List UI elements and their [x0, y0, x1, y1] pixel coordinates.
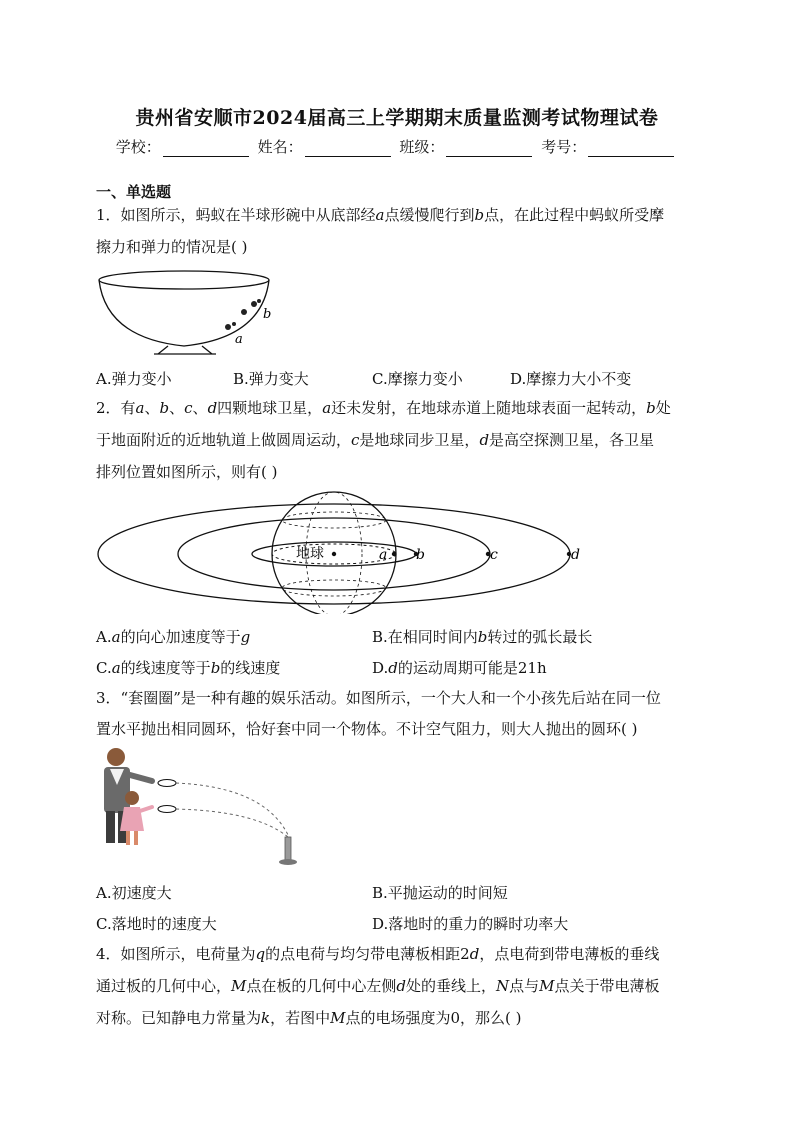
q3-option-d[interactable]: D.落地时的重力的瞬时功率大	[372, 915, 569, 933]
ring-toss-figure	[96, 745, 316, 870]
exam-number-label: 考号：	[541, 138, 587, 156]
name-label: 姓名：	[257, 138, 303, 156]
q2-option-d[interactable]: D.d的运动周期可能是21h	[372, 659, 547, 677]
satellite-orbit-figure	[94, 490, 698, 614]
figure-label-b: b	[263, 307, 272, 322]
q1-option-d[interactable]: D.摩擦力大小不变	[510, 370, 632, 388]
q2-option-b[interactable]: B.在相同时间内b转过的弧长最长	[372, 628, 593, 646]
q2-line-3: 排列位置如图所示，则有( )	[96, 463, 278, 481]
sat-c-label: c	[490, 547, 498, 563]
sat-d-label: d	[571, 547, 580, 563]
q3-option-c[interactable]: C.落地时的速度大	[96, 915, 217, 933]
q4-line-3: 对称。已知静电力常量为k，若图中M点的电场强度为0，那么( )	[96, 1009, 522, 1027]
q1-line-2: 擦力和弹力的情况是( )	[96, 238, 248, 256]
adult-head-icon	[107, 748, 125, 766]
school-label: 学校：	[115, 138, 161, 156]
name-blank[interactable]	[305, 142, 391, 157]
q1-option-a[interactable]: A.弹力变小	[96, 370, 172, 388]
q2-line-2: 于地面附近的近地轨道上做圆周运动，c是地球同步卫星，d是高空探测卫星，各卫星	[96, 431, 655, 449]
q1-option-c[interactable]: C.摩擦力变小	[372, 370, 463, 388]
exam-number-blank[interactable]	[588, 142, 674, 157]
figure-label-a: a	[235, 332, 243, 347]
q1-line-1: 1．如图所示，蚂蚁在半球形碗中从底部经a点缓慢爬行到b点，在此过程中蚂蚁所受摩	[96, 206, 665, 224]
child-head-icon	[125, 791, 139, 805]
q3-option-b[interactable]: B.平抛运动的时间短	[372, 884, 508, 902]
q4-line-2: 通过板的几何中心，M点在板的几何中心左侧d处的垂线上，N点与M点关于带电薄板	[96, 977, 660, 995]
q2-option-c[interactable]: C.a的线速度等于b的线速度	[96, 659, 281, 677]
sat-b-label: b	[416, 547, 425, 563]
q2-option-a[interactable]: A.a的向心加速度等于g	[96, 628, 251, 646]
q4-line-1: 4．如图所示，电荷量为q的点电荷与均匀带电薄板相距2d，点电荷到带电薄板的垂线	[96, 945, 660, 963]
earth-label: 地球	[296, 546, 324, 562]
target-post-icon	[285, 837, 291, 861]
bowl-figure	[96, 268, 286, 360]
student-info-row	[0, 136, 794, 157]
ant-at-a-icon	[225, 324, 231, 330]
q3-line-1: 3．“套圈圈”是一种有趣的娱乐活动。如图所示，一个大人和一个小孩先后站在同一位	[96, 689, 661, 707]
q1-option-b[interactable]: B.弹力变大	[233, 370, 309, 388]
q3-option-a[interactable]: A.初速度大	[96, 884, 172, 902]
adult-ring-icon	[158, 780, 176, 787]
q2-line-1: 2．有a、b、c、d四颗地球卫星，a还未发射，在地球赤道上随地球表面一起转动，b处	[96, 399, 671, 417]
paper-title: 贵州省安顺市2024届高三上学期期末质量监测考试物理试卷	[135, 107, 659, 129]
child-ring-icon	[158, 806, 176, 813]
class-blank[interactable]	[446, 142, 532, 157]
q3-line-2: 置水平抛出相同圆环，恰好套中同一个物体。不计空气阻力，则大人抛出的圆环( )	[96, 720, 638, 738]
section-heading: 一、单选题	[96, 183, 172, 201]
sat-a-label: a	[379, 547, 388, 563]
ant-at-b-icon	[251, 301, 257, 307]
school-blank[interactable]	[163, 142, 249, 157]
class-label: 班级：	[399, 138, 445, 156]
